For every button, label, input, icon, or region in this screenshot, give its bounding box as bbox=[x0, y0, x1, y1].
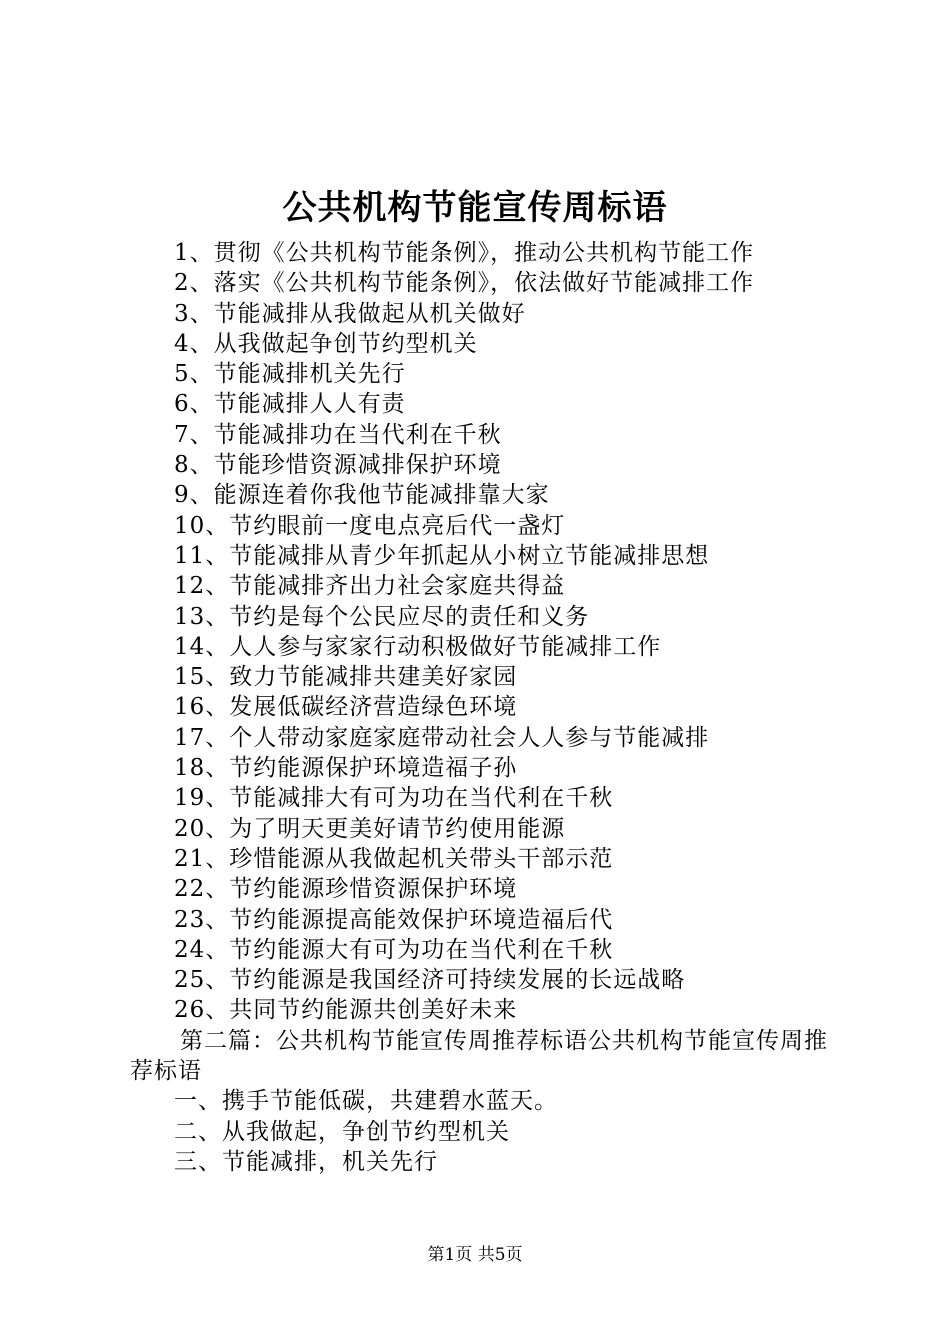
slogan-item: 10、节约眼前一度电点亮后代一盏灯 bbox=[174, 512, 566, 539]
slogan-item: 24、节约能源大有可为功在当代利在千秋 bbox=[174, 936, 614, 963]
slogan-item: 26、共同节约能源共创美好未来 bbox=[174, 997, 518, 1024]
section2-item: 一、携手节能低碳，共建碧水蓝天。 bbox=[174, 1088, 558, 1115]
slogan-item: 25、节约能源是我国经济可持续发展的长远战略 bbox=[174, 967, 686, 994]
slogan-item: 9、能源连着你我他节能减排靠大家 bbox=[174, 482, 550, 509]
slogan-item: 6、节能减排人人有责 bbox=[174, 391, 406, 418]
slogan-item: 1、贯彻《公共机构节能条例》，推动公共机构节能工作 bbox=[174, 240, 755, 266]
slogan-item: 19、节能减排大有可为功在当代利在千秋 bbox=[174, 785, 614, 812]
slogan-item: 3、节能减排从我做起从机关做好 bbox=[174, 300, 526, 327]
slogan-item: 17、个人带动家庭家庭带动社会人人参与节能减排 bbox=[174, 724, 710, 751]
slogan-item: 7、节能减排功在当代利在千秋 bbox=[174, 421, 502, 448]
slogan-item: 13、节约是每个公民应尽的责任和义务 bbox=[174, 603, 590, 630]
slogan-item: 16、发展低碳经济营造绿色环境 bbox=[174, 694, 518, 721]
slogan-item: 20、为了明天更美好请节约使用能源 bbox=[174, 815, 566, 842]
slogan-item: 14、人人参与家家行动积极做好节能减排工作 bbox=[174, 633, 662, 660]
page-footer: 第1页 共5页 bbox=[427, 1245, 523, 1265]
slogan-item: 2、落实《公共机构节能条例》，依法做好节能减排工作 bbox=[174, 270, 755, 297]
slogan-item: 18、节约能源保护环境造福子孙 bbox=[174, 755, 518, 782]
document-body bbox=[130, 238, 830, 1177]
slogan-item: 21、珍惜能源从我做起机关带头干部示范 bbox=[174, 845, 614, 872]
slogan-item: 11、节能减排从青少年抓起从小树立节能减排思想 bbox=[174, 542, 710, 569]
slogan-item: 15、致力节能减排共建美好家园 bbox=[174, 664, 518, 691]
slogan-item: 5、节能减排机关先行 bbox=[174, 361, 406, 388]
slogan-item: 23、节约能源提高能效保护环境造福后代 bbox=[174, 906, 614, 933]
slogan-item: 4、从我做起争创节约型机关 bbox=[174, 330, 478, 357]
slogan-item: 22、节约能源珍惜资源保护环境 bbox=[174, 876, 518, 903]
slogan-item: 12、节能减排齐出力社会家庭共得益 bbox=[174, 573, 566, 600]
section2-item: 二、从我做起，争创节约型机关 bbox=[174, 1118, 510, 1145]
section2-heading: 第二篇：公共机构节能宣传周推荐标语公共机构节能宣传周推荐标语 bbox=[130, 1027, 828, 1085]
document-title: 公共机构节能宣传周标语 bbox=[282, 188, 668, 228]
slogan-item: 8、节能珍惜资源减排保护环境 bbox=[174, 452, 502, 479]
section2-item: 三、节能减排，机关先行 bbox=[174, 1148, 438, 1175]
